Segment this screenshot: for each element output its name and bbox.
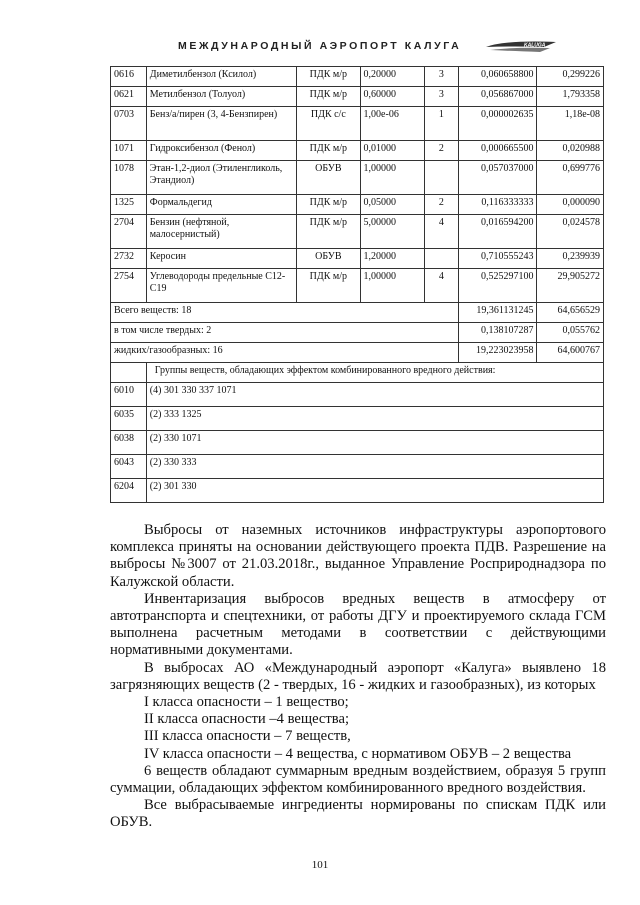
norm-value: 5,00000 [360, 215, 424, 249]
table-row [111, 195, 604, 215]
norm-type: ПДК м/р [297, 269, 360, 303]
norm-type: ПДК м/р [297, 67, 360, 87]
table-row [111, 87, 604, 107]
emission-g-s: 0,000002635 [458, 107, 537, 141]
paragraph-summation: 6 веществ обладают суммарным вредным воздействием, образуя 5 групп суммации, обладающих эффектом комбинированного вредного воздействия. [110, 762, 606, 797]
emission-t-y: 1,18е-08 [537, 107, 604, 141]
substance-code: 0616 [111, 67, 147, 87]
page-header [152, 36, 562, 60]
group-row [111, 431, 604, 455]
substance-code: 0621 [111, 87, 147, 107]
emission-t-y: 0,000090 [537, 195, 604, 215]
hazard-class: 1 [424, 107, 458, 141]
totals-label: в том числе твердых: 2 [111, 323, 459, 343]
group-members: (2) 301 330 [146, 479, 603, 503]
emission-g-s: 0,000665500 [458, 141, 537, 161]
airport-logo-icon [484, 38, 558, 56]
norm-value: 1,20000 [360, 249, 424, 269]
totals-t-y: 0,055762 [537, 323, 604, 343]
group-code: 6043 [111, 455, 147, 479]
paragraph-inventory: Инвентаризация выбросов вредных веществ в атмосферу от автотранспорта и спецтехники, от работы ДГУ и проектируемого склада ГСМ выполнена расчетным методами в соответствии с действующими нормативными документами. [110, 590, 606, 659]
emission-t-y: 0,024578 [537, 215, 604, 249]
hazard-class: 4 [424, 269, 458, 303]
substance-name: Бензин (нефтяной, малосернистый) [146, 215, 296, 249]
substance-name: Диметилбензол (Ксилол) [146, 67, 296, 87]
emission-g-s: 0,060658800 [458, 67, 537, 87]
group-members: (2) 333 1325 [146, 407, 603, 431]
table-row [111, 215, 604, 249]
table-row [111, 249, 604, 269]
svg-text:KALUGA: KALUGA [524, 42, 546, 49]
group-row [111, 479, 604, 503]
norm-type: ОБУВ [297, 249, 360, 269]
norm-value: 1,00е-06 [360, 107, 424, 141]
group-row [111, 383, 604, 407]
hazard-class-1: I класса опасности – 1 вещество; [144, 694, 349, 711]
page-number: 101 [311, 859, 329, 871]
group-row [111, 407, 604, 431]
norm-type: ПДК м/р [297, 141, 360, 161]
paragraph-permit: Выбросы от наземных источников инфраструктуры аэропортового комплекса приняты на основании действующего проекта ПДВ. Разрешение на выбросы №3007 от 21.03.2018г., выданное Управление Росприроднадзора по Калужской области. [110, 522, 606, 590]
substance-code: 2704 [111, 215, 147, 249]
hazard-class-4: IV класса опасности – 4 вещества, с нормативом ОБУВ – 2 вещества [144, 745, 572, 762]
hazard-class: 2 [424, 195, 458, 215]
substance-code: 2732 [111, 249, 147, 269]
emission-t-y: 0,239939 [537, 249, 604, 269]
table-row [111, 107, 604, 141]
groups-header: Группы веществ, обладающих эффектом комбинированного вредного действия: [146, 363, 603, 383]
substance-code: 2754 [111, 269, 147, 303]
paragraph-substances: В выбросах АО «Международный аэропорт «Калуга» выявлено 18 загрязняющих веществ (2 - твердых, 16 - жидких и газообразных), из которых [110, 659, 606, 693]
emission-t-y: 0,020988 [537, 141, 604, 161]
norm-value: 0,01000 [360, 141, 424, 161]
hazard-class-2: II класса опасности –4 вещества; [144, 711, 350, 728]
norm-type: ПДК м/р [297, 215, 360, 249]
group-members: (2) 330 1071 [146, 431, 603, 455]
body-text [110, 522, 606, 832]
totals-label: Всего веществ: 18 [111, 303, 459, 323]
emission-t-y: 1,793358 [537, 87, 604, 107]
emission-g-s: 0,056867000 [458, 87, 537, 107]
norm-value: 0,05000 [360, 195, 424, 215]
header-title: МЕЖДУНАРОДНЫЙ АЭРОПОРТ КАЛУГА [178, 40, 462, 52]
substance-name: Метилбензол (Толуол) [146, 87, 296, 107]
hazard-class: 4 [424, 215, 458, 249]
substance-code: 1071 [111, 141, 147, 161]
totals-row [111, 323, 604, 343]
group-code: 6010 [111, 383, 147, 407]
paragraph-normed: Все выбрасываемые ингредиенты нормированы по спискам ПДК или ОБУВ. [110, 797, 606, 831]
group-code: 6204 [111, 479, 147, 503]
hazard-class [424, 161, 458, 195]
substance-name: Этан-1,2-диол (Этиленгликоль, Этандиол) [146, 161, 296, 195]
hazard-class: 3 [424, 67, 458, 87]
norm-type: ОБУВ [297, 161, 360, 195]
emission-g-s: 0,016594200 [458, 215, 537, 249]
group-code: 6035 [111, 407, 147, 431]
norm-type: ПДК м/р [297, 195, 360, 215]
emission-g-s: 0,116333333 [458, 195, 537, 215]
emission-t-y: 29,905272 [537, 269, 604, 303]
table-row [111, 269, 604, 303]
totals-label: жидких/газообразных: 16 [111, 343, 459, 363]
hazard-class: 2 [424, 141, 458, 161]
substance-name: Бенз/а/пирен (3, 4-Бензпирен) [146, 107, 296, 141]
emission-g-s: 0,525297100 [458, 269, 537, 303]
substance-code: 1078 [111, 161, 147, 195]
table-row [111, 67, 604, 87]
hazard-class [424, 249, 458, 269]
group-code: 6038 [111, 431, 147, 455]
group-members: (2) 330 333 [146, 455, 603, 479]
substance-name: Гидроксибензол (Фенол) [146, 141, 296, 161]
emission-g-s: 0,710555243 [458, 249, 537, 269]
substance-name: Формальдегид [146, 195, 296, 215]
group-members: (4) 301 330 337 1071 [146, 383, 603, 407]
substance-code: 0703 [111, 107, 147, 141]
hazard-class-3: III класса опасности – 7 веществ, [144, 728, 351, 745]
norm-value: 0,60000 [360, 87, 424, 107]
group-row [111, 455, 604, 479]
norm-value: 1,00000 [360, 269, 424, 303]
norm-value: 1,00000 [360, 161, 424, 195]
norm-type: ПДК м/р [297, 87, 360, 107]
totals-g-s: 19,223023958 [458, 343, 537, 363]
emission-g-s: 0,057037000 [458, 161, 537, 195]
table-row [111, 141, 604, 161]
substance-name: Керосин [146, 249, 296, 269]
totals-g-s: 0,138107287 [458, 323, 537, 343]
emissions-table [110, 66, 604, 503]
totals-t-y: 64,600767 [537, 343, 604, 363]
totals-t-y: 64,656529 [537, 303, 604, 323]
substance-name: Углеводороды предельные С12-С19 [146, 269, 296, 303]
totals-row [111, 343, 604, 363]
norm-value: 0,20000 [360, 67, 424, 87]
groups-header-spacer [111, 363, 147, 383]
totals-g-s: 19,361131245 [458, 303, 537, 323]
totals-row [111, 303, 604, 323]
emission-t-y: 0,299226 [537, 67, 604, 87]
table-row [111, 161, 604, 195]
norm-type: ПДК с/с [297, 107, 360, 141]
hazard-class: 3 [424, 87, 458, 107]
emission-t-y: 0,699776 [537, 161, 604, 195]
groups-header-row [111, 363, 604, 383]
substance-code: 1325 [111, 195, 147, 215]
